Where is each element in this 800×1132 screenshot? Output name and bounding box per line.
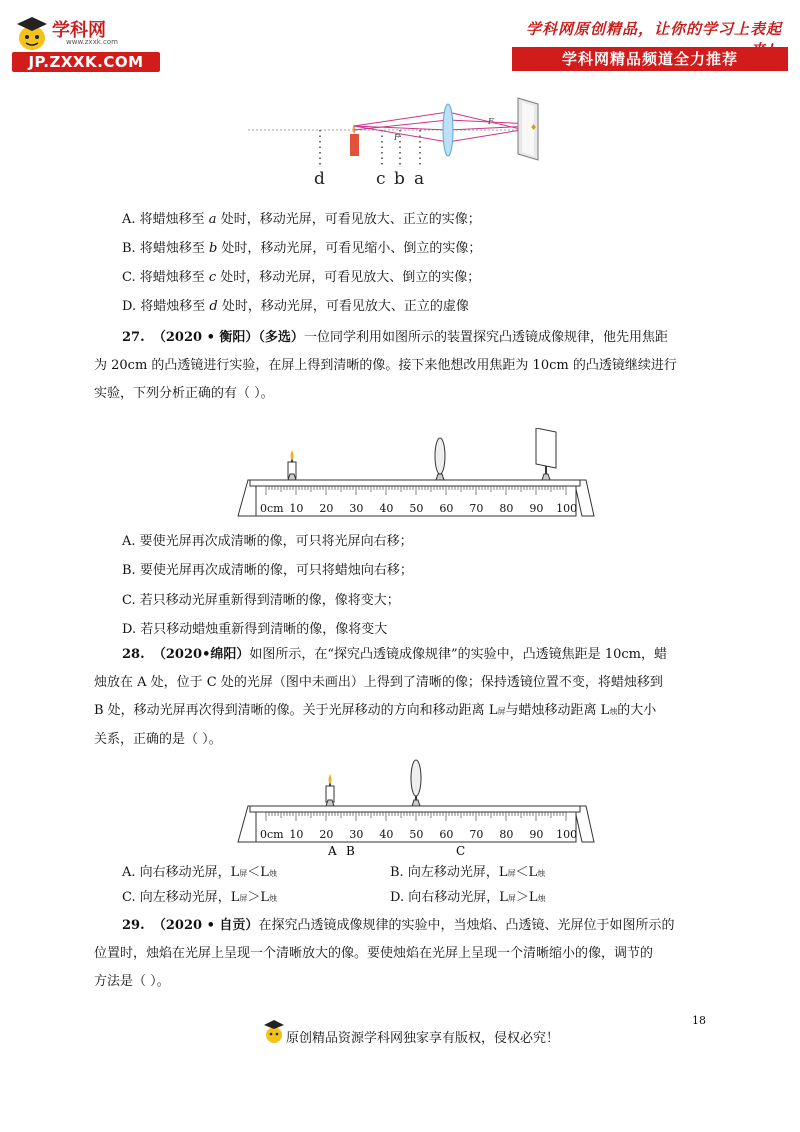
q28-option-a: A. 向右移动光屏，L屏＜L烛 [122, 865, 277, 880]
q26-option-d: D. 将蜡烛移至 d 处时，移动光屏，可看见放大、正立的虚像 [122, 299, 469, 314]
ruler-tick-label: 50 [409, 502, 424, 515]
ruler-tick-label: 70 [469, 828, 484, 841]
ruler-tick-label: 90 [529, 502, 544, 515]
ruler-tick-label: 20 [319, 828, 334, 841]
point-label-b: B [346, 844, 355, 858]
point-label-a: A [328, 844, 337, 858]
q26-option-b: B. 将蜡烛移至 b 处时，移动光屏，可看见缩小、倒立的实像； [122, 241, 482, 256]
ruler-tick-label: 90 [529, 828, 544, 841]
position-label-d: d [314, 169, 325, 189]
ruler-tick-label: 30 [349, 502, 364, 515]
logo-sub: www.zxxk.com [66, 38, 118, 46]
q28-option-c: C. 向左移动光屏，L屏＞L烛 [122, 890, 278, 905]
ruler-tick-label: 0cm [260, 828, 284, 841]
logo-url[interactable]: JP.ZXXK.COM [12, 52, 160, 72]
ruler-tick-label: 30 [349, 828, 364, 841]
ruler-tick-label: 60 [439, 828, 454, 841]
optical-bench-28 [236, 758, 596, 858]
ruler-tick-label: 80 [499, 502, 514, 515]
q26-option-a: A. 将蜡烛移至 a 处时，移动光屏，可看见放大、正立的实像； [122, 212, 481, 227]
footer-copyright: 原创精品资源学科网独家享有版权，侵权必究！ [286, 1031, 560, 1046]
ruler-tick-label: 100 [556, 828, 578, 841]
q29-stem: 29. （2020 • 自贡）在探究凸透镜成像规律的实验中，当烛焰、凸透镜、光屏位于如图所示的 位置时，烛焰在光屏上呈现一个清晰放大的像。要使烛焰在光屏上呈现一个清晰缩小的像，调节的 方法是（ ）。 [94, 918, 675, 989]
q28-stem: 28. （2020•绵阳）如图所示，在“探究凸透镜成像规律”的实验中，凸透镜焦距是 10cm，蜡 烛放在 A 处，位于 C 处的光屏（图中未画出）上得到了清晰的像；保持透镜位置不变，将蜡烛移到 B 处，移动光屏再次得到清晰的像。关于光屏移动的方向和移动距离 L屏与蜡烛移动距离 L烛的大小 关系，正确的是（ ）。 [94, 647, 667, 747]
lens-ray-diagram [248, 90, 558, 190]
page-number: 18 [692, 1014, 706, 1027]
ruler-tick-label: 0cm [260, 502, 284, 515]
q27-option-a: A. 要使光屏再次成清晰的像，可只将光屏向右移； [122, 534, 413, 549]
ruler-tick-label: 40 [379, 502, 394, 515]
logo-name: 学科网 [52, 20, 106, 41]
header-banner: 学科网精品频道全力推荐 [512, 47, 788, 71]
q26-option-c: C. 将蜡烛移至 c 处时，移动光屏，可看见放大、倒立的实像； [122, 270, 481, 285]
header-slogan: 学科网原创精品，让你的学习上表起 [525, 20, 782, 38]
optical-bench-27 [236, 428, 596, 520]
position-label-c: c [376, 169, 386, 189]
position-label-b: b [394, 169, 405, 189]
ruler-tick-label: 40 [379, 828, 394, 841]
ruler-tick-label: 60 [439, 502, 454, 515]
mascot-icon [12, 14, 52, 52]
point-label-c: C [456, 844, 466, 858]
ruler-tick-label: 10 [289, 502, 304, 515]
ruler-tick-label: 50 [409, 828, 424, 841]
q28-option-d: D. 向右移动光屏，L屏＞L烛 [390, 890, 546, 905]
ruler-tick-label: 20 [319, 502, 334, 515]
ruler-tick-label: 100 [556, 502, 578, 515]
ruler-tick-label: 80 [499, 828, 514, 841]
svg-text:♦: ♦ [530, 123, 538, 132]
focus-label-right: F [488, 117, 494, 126]
q27-option-b: B. 要使光屏再次成清晰的像，可只将蜡烛向右移； [122, 563, 413, 578]
q27-option-d: D. 若只移动蜡烛重新得到清晰的像，像将变大 [122, 622, 388, 637]
position-label-a: a [414, 169, 425, 189]
q27-option-c: C. 若只移动光屏重新得到清晰的像，像将变大； [122, 593, 400, 608]
footer-mascot-icon [262, 1018, 286, 1046]
q28-option-b: B. 向左移动光屏，L屏＜L烛 [390, 865, 546, 880]
ruler-tick-label: 10 [289, 828, 304, 841]
focus-label-left: F [394, 133, 400, 142]
ruler-tick-label: 70 [469, 502, 484, 515]
q27-stem: 27. （2020 • 衡阳）（多选）一位同学利用如图所示的装置探究凸透镜成像规律，他先用焦距 为 20cm 的凸透镜进行实验，在屏上得到清晰的像。接下来他想改用焦距为 10cm 的凸透镜继续进行 实验，下列分析正确的有（ ）。 [94, 330, 677, 401]
